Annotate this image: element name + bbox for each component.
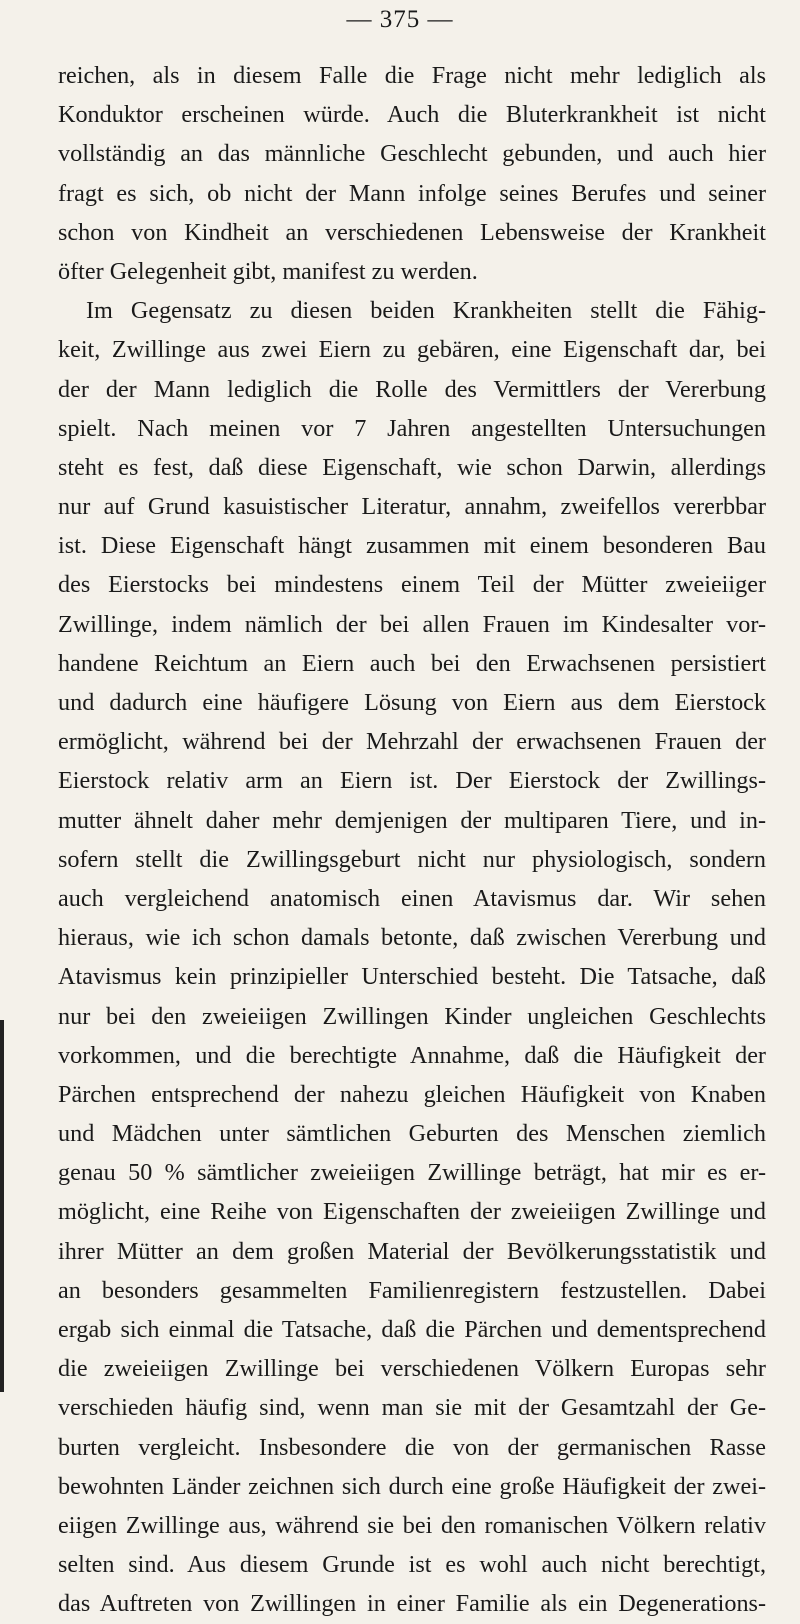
text-line: und dadurch eine häufigere Lösung von Eiern aus dem Eierstock: [58, 689, 766, 716]
text-line: burten vergleicht. Insbesondere die von der germanischen Rasse: [58, 1433, 766, 1461]
text-line: ihrer Mütter an dem großen Material der Bevölkerungsstatistik und: [58, 1237, 766, 1265]
text-line: Konduktor erscheinen würde. Auch die Bluterkrankheit ist nicht: [58, 101, 766, 129]
text-line: hieraus, wie ich schon damals betonte, daß zwischen Vererbung und: [58, 924, 766, 952]
text-line: steht es fest, daß diese Eigenschaft, wie schon Darwin, allerdings: [58, 453, 766, 481]
text-line: an besonders gesammelten Familienregistern festzustellen. Dabei: [58, 1276, 766, 1304]
text-line: eiigen Zwillinge aus, während sie bei den romanischen Völkern relativ: [58, 1511, 766, 1539]
text-line: sofern stellt die Zwillingsgeburt nicht nur physiologisch, sondern: [58, 845, 766, 873]
text-line: öfter Gelegenheit gibt, manifest zu werden.: [58, 257, 478, 285]
text-line: auch vergleichend anatomisch einen Atavismus dar. Wir sehen: [58, 884, 766, 912]
text-line: reichen, als in diesem Falle die Frage nicht mehr lediglich als: [58, 62, 766, 89]
text-line: spielt. Nach meinen vor 7 Jahren angestellten Untersuchungen: [58, 414, 766, 442]
text-line: fragt es sich, ob nicht der Mann infolge seines Berufes und seiner: [58, 179, 766, 207]
body-text: [58, 56, 766, 1624]
text-line: das Auftreten von Zwillingen in einer Familie als ein Degenerations-: [58, 1590, 766, 1618]
text-line: des Eierstocks bei mindestens einem Teil der Mütter zweieiiger: [58, 571, 766, 599]
text-line: handene Reichtum an Eiern auch bei den Erwachsenen persistiert: [58, 649, 766, 677]
text-line: nur bei den zweieiigen Zwillingen Kinder ungleichen Geschlechts: [58, 1002, 766, 1030]
text-line: ergab sich einmal die Tatsache, daß die Pärchen und dementsprechend: [58, 1316, 766, 1343]
text-line: Im Gegensatz zu diesen beiden Krankheiten stellt die Fähig-: [86, 297, 766, 325]
text-line: schon von Kindheit an verschiedenen Lebensweise der Krankheit: [58, 218, 766, 246]
scan-edge-shadow: [0, 1020, 4, 1392]
text-line: ermöglicht, während bei der Mehrzahl der erwachsenen Frauen der: [58, 728, 766, 756]
text-line: Atavismus kein prinzipieller Unterschied besteht. Die Tatsache, daß: [58, 963, 766, 991]
text-line: verschieden häufig sind, wenn man sie mit der Gesamtzahl der Ge-: [58, 1394, 766, 1422]
text-line: und Mädchen unter sämtlichen Geburten des Menschen ziemlich: [58, 1120, 766, 1148]
text-line: die zweieiigen Zwillinge bei verschiedenen Völkern Europas sehr: [58, 1355, 766, 1383]
text-line: ist. Diese Eigenschaft hängt zusammen mit einem besonderen Bau: [58, 532, 766, 560]
text-line: vorkommen, und die berechtigte Annahme, daß die Häufigkeit der: [58, 1041, 766, 1069]
text-line: bewohnten Länder zeichnen sich durch eine große Häufigkeit der zwei-: [58, 1472, 766, 1500]
text-line: Pärchen entsprechend der nahezu gleichen Häufigkeit von Knaben: [58, 1080, 766, 1108]
text-line: selten sind. Aus diesem Grunde ist es wohl auch nicht berechtigt,: [58, 1551, 766, 1579]
text-line: vollständig an das männliche Geschlecht gebunden, und auch hier: [58, 140, 766, 168]
text-line: nur auf Grund kasuistischer Literatur, annahm, zweifellos vererbbar: [58, 493, 766, 521]
text-line: Eierstock relativ arm an Eiern ist. Der Eierstock der Zwillings-: [58, 767, 766, 795]
text-line: mutter ähnelt daher mehr demjenigen der multiparen Tiere, und in-: [58, 806, 766, 834]
text-line: der der Mann lediglich die Rolle des Vermittlers der Vererbung: [58, 375, 766, 403]
page-number: — 375 —: [346, 6, 454, 33]
text-line: Zwillinge, indem nämlich der bei allen Frauen im Kindesalter vor-: [58, 610, 766, 638]
text-line: keit, Zwillinge aus zwei Eiern zu gebären, eine Eigenschaft dar, bei: [58, 336, 766, 364]
text-line: genau 50 % sämtlicher zweieiigen Zwillinge beträgt, hat mir es er-: [58, 1159, 766, 1187]
text-line: möglicht, eine Reihe von Eigenschaften der zweieiigen Zwillinge und: [58, 1198, 766, 1226]
